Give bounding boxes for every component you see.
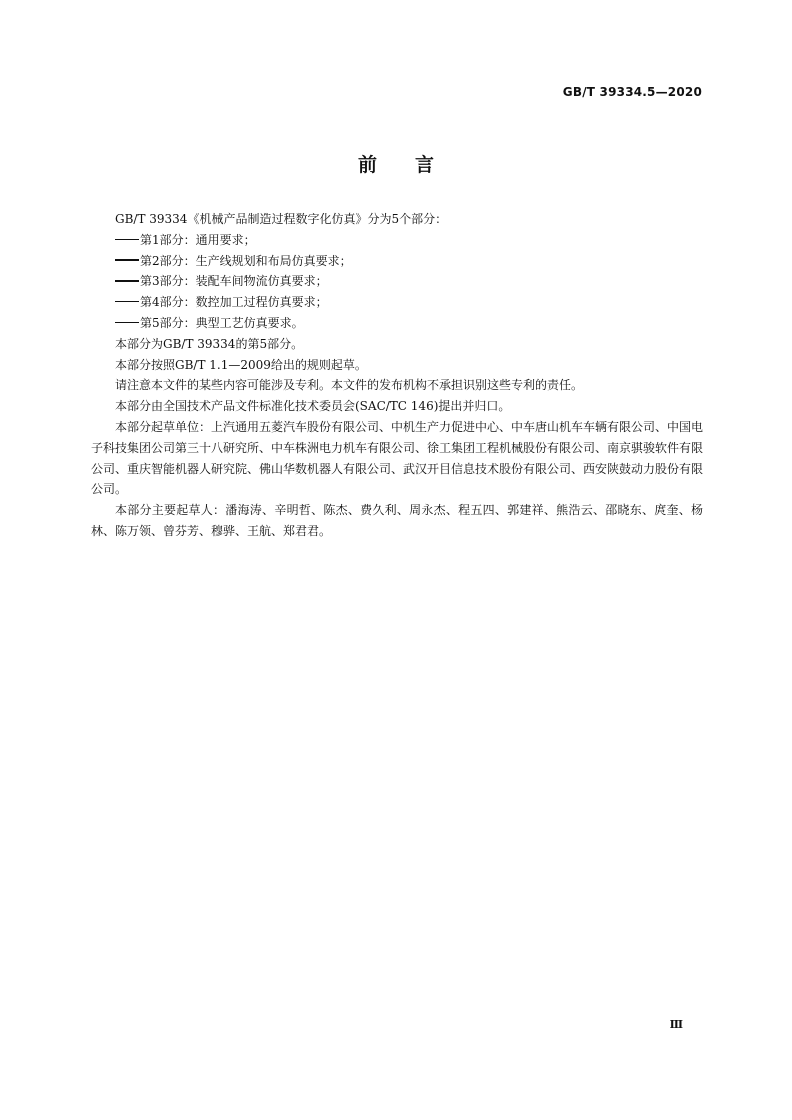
part-text: 第2部分：生产线规划和布局仿真要求； [140, 253, 352, 268]
dash-mark [115, 301, 139, 303]
page-title-char-1: 前 [357, 154, 377, 176]
part-text: 第5部分：典型工艺仿真要求。 [140, 315, 304, 330]
drafters-paragraph: 本部分主要起草人：潘海涛、辛明哲、陈杰、费久利、周永杰、程五四、郭建祥、熊浩云、邵晓东、庹奎、杨林、陈万领、曾芬芳、穆骅、王航、郑君君。 [91, 503, 703, 538]
patent-notice-paragraph: 请注意本文件的某些内容可能涉及专利。本文件的发布机构不承担识别这些专利的责任。 [115, 378, 584, 393]
page-title [0, 150, 792, 177]
part-list-item [91, 251, 703, 272]
part-list-item [91, 271, 703, 292]
part-list-item [91, 292, 703, 313]
part-text: 第4部分：数控加工过程仿真要求； [140, 295, 328, 310]
part-statement-paragraph: 本部分为GB/T 39334的第5部分。 [115, 336, 304, 351]
dash-mark [115, 239, 139, 241]
document-body [91, 209, 703, 542]
intro-paragraph: GB/T 39334《机械产品制造过程数字化仿真》分为5个部分： [115, 212, 448, 226]
drafting-units-paragraph: 本部分起草单位：上汽通用五菱汽车股份有限公司、中机生产力促进中心、中车唐山机车车辆有限公司、中国电子科技集团公司第三十八研究所、中车株洲电力机车有限公司、徐工集团工程机械股份有限公司、南京骐骏软件有限公司、重庆智能机器人研究院、佛山华数机器人有限公司、武汉开目信息技术股份有限公司、西安陕鼓动力股份有限公司。 [91, 419, 704, 497]
part-text: 第3部分：装配车间物流仿真要求； [140, 274, 328, 289]
dash-mark [115, 259, 139, 261]
dash-mark [115, 322, 139, 324]
committee-paragraph: 本部分由全国技术产品文件标准化技术委员会(SAC/TC 146)提出并归口。 [115, 399, 511, 414]
page-title-char-2: 言 [415, 154, 435, 176]
part-list-item [91, 313, 703, 334]
drafting-rules-paragraph: 本部分按照GB/T 1.1—2009给出的规则起草。 [115, 357, 367, 372]
part-text: 第1部分：通用要求； [140, 232, 256, 247]
part-list-item [91, 230, 703, 251]
page-number: Ⅲ [669, 1018, 683, 1031]
dash-mark [115, 280, 139, 282]
standard-number: GB/T 39334.5—2020 [562, 85, 702, 99]
